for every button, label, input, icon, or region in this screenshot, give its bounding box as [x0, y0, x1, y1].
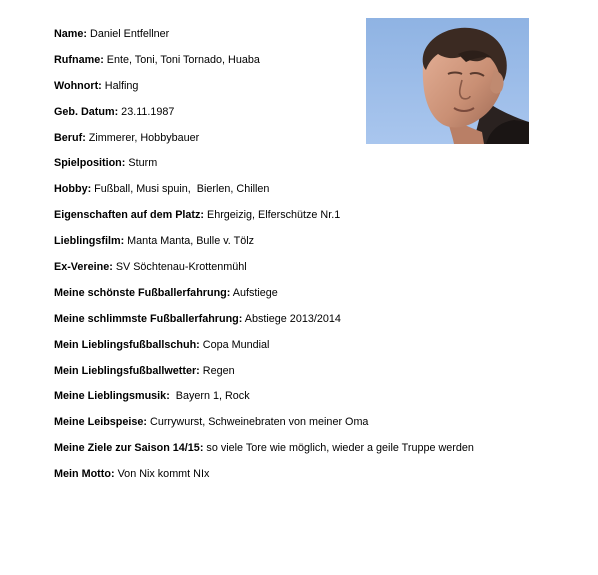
profile-row-ex-vereine — [54, 261, 574, 287]
row-label: Eigenschaften auf dem Platz: — [54, 209, 204, 222]
row-value: Von Nix kommt NIx — [114, 468, 210, 481]
profile-row-lieblingsfilm — [54, 235, 574, 261]
row-value: Currywurst, Schweinebraten von meiner Oma — [147, 416, 369, 429]
row-value: Copa Mundial — [199, 338, 270, 351]
row-label: Meine Ziele zur Saison 14/15: — [54, 442, 204, 455]
row-value: Aufstiege — [230, 286, 278, 299]
profile-row-saisonziele — [54, 442, 574, 468]
row-label: Mein Motto: — [54, 468, 115, 481]
row-value: Manta Manta, Bulle v. Tölz — [124, 235, 255, 248]
row-label: Meine Leibspeise: — [54, 416, 148, 429]
row-value: SV Söchtenau-Krottenmühl — [112, 261, 247, 274]
row-label: Wohnort: — [54, 79, 102, 92]
row-label: Meine Lieblingsmusik: — [54, 390, 170, 403]
profile-row-lieblingswetter — [54, 365, 574, 391]
row-value: Halfing — [101, 79, 139, 92]
row-label: Ex-Vereine: — [54, 261, 113, 274]
profile-row-hobby — [54, 183, 574, 209]
row-label: Lieblingsfilm: — [54, 235, 125, 248]
row-value: 23.11.1987 — [118, 105, 175, 118]
row-value: Abstiege 2013/2014 — [242, 312, 341, 325]
row-value: Zimmerer, Hobbybauer — [85, 131, 200, 144]
profile-row-motto — [54, 468, 574, 494]
profile-row-eigenschaften — [54, 209, 574, 235]
row-label: Rufname: — [54, 53, 104, 66]
row-value: Regen — [199, 364, 235, 377]
row-label: Meine schönste Fußballerfahrung: — [54, 286, 231, 299]
profile-row-lieblingsschuh — [54, 339, 574, 365]
row-value: Ehrgeizig, Elferschütze Nr.1 — [204, 209, 341, 222]
row-label: Geb. Datum: — [54, 105, 119, 118]
row-label: Hobby: — [54, 183, 92, 196]
row-label: Meine schlimmste Fußballerfahrung: — [54, 312, 243, 325]
row-value: Daniel Entfellner — [87, 28, 170, 40]
row-value: so viele Tore wie möglich, wieder a geile Truppe werden — [203, 442, 474, 455]
row-label: Spielposition: — [54, 157, 126, 170]
profile-row-spielposition — [54, 157, 574, 183]
profile-row-lieblingsmusik — [54, 390, 574, 416]
player-photo-illustration — [366, 18, 529, 144]
row-label: Mein Lieblingsfußballwetter: — [54, 364, 200, 377]
row-label: Mein Lieblingsfußballschuh: — [54, 338, 200, 351]
row-label: Beruf: — [54, 131, 86, 144]
row-value: Ente, Toni, Toni Tornado, Huaba — [103, 53, 260, 66]
row-value: Bayern 1, Rock — [169, 390, 250, 403]
player-photo — [366, 18, 529, 144]
profile-row-schlimmste-erfahrung — [54, 313, 574, 339]
row-value: Fußball, Musi spuin, Bierlen, Chillen — [91, 183, 270, 196]
row-label: Name: — [54, 28, 88, 40]
profile-row-leibspeise — [54, 416, 574, 442]
profile-row-schoenste-erfahrung — [54, 287, 574, 313]
row-value: Sturm — [125, 157, 158, 170]
